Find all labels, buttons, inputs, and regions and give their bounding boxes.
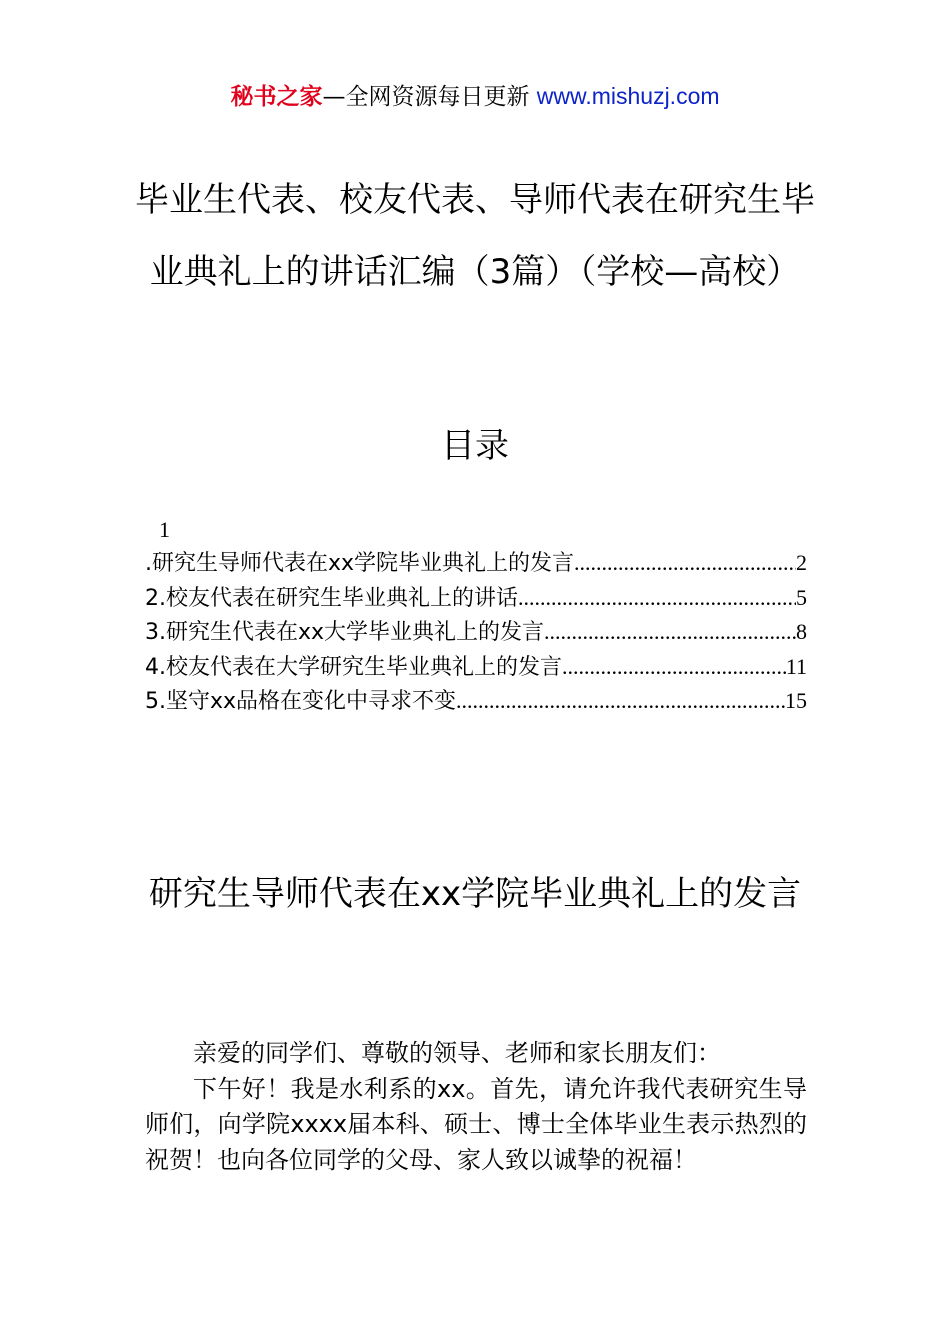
toc-entry[interactable] xyxy=(145,650,807,685)
site-url-link[interactable]: www.mishuzj.com xyxy=(536,83,720,109)
site-tagline: —全网资源每日更新 xyxy=(322,84,530,110)
toc-leader-dots xyxy=(562,650,786,685)
toc-entry-page: 8 xyxy=(796,619,807,644)
toc-entry-title: 3.研究生代表在xx大学毕业典礼上的发言 xyxy=(145,620,545,645)
section-title: 研究生导师代表在xx学院毕业典礼上的发言 xyxy=(148,874,802,914)
toc-leader-dots xyxy=(574,546,796,581)
toc-entry[interactable] xyxy=(145,581,807,616)
body-paragraph: 亲爱的同学们、尊敬的领导、老师和家长朋友们： xyxy=(193,1039,721,1067)
toc-entry[interactable] xyxy=(145,684,807,719)
document-title: 毕业生代表、校友代表、导师代表在研究生毕业典礼上的讲话汇编（3篇）（学校—高校） xyxy=(135,180,815,292)
site-header xyxy=(0,80,950,113)
toc-entry[interactable] xyxy=(145,546,807,581)
toc-entry-title: .研究生导师代表在xx学院毕业典礼上的发言 xyxy=(145,551,575,576)
toc-entry-page: 5 xyxy=(796,584,807,610)
toc-entry-page: 2 xyxy=(796,550,807,575)
toc-entry-title: 5.坚守xx品格在变化中寻求不变 xyxy=(145,689,457,714)
toc-entry-page: 15 xyxy=(785,688,807,713)
toc-first-number: 1 xyxy=(159,517,170,542)
toc-leader-dots xyxy=(544,615,796,650)
toc-entry[interactable] xyxy=(145,615,807,650)
table-of-contents xyxy=(145,514,807,719)
toc-entry-page: 11 xyxy=(785,653,807,679)
toc-leader-dots xyxy=(456,684,785,719)
site-brand: 秘书之家 xyxy=(230,84,323,110)
toc-entry-title: 2.校友代表在研究生毕业典礼上的讲话 xyxy=(145,585,518,611)
section-body xyxy=(145,1036,807,1178)
toc-entry-title: 4.校友代表在大学研究生毕业典礼上的发言 xyxy=(145,654,562,680)
toc-leader-dots xyxy=(518,581,796,616)
body-paragraph: 下午好！我是水利系的xx。首先，请允许我代表研究生导师们，向学院xxxx届本科、硕士、博士全体毕业生表示热烈的祝贺！也向各位同学的父母、家人致以诚挚的祝福！ xyxy=(145,1074,807,1174)
toc-heading: 目录 xyxy=(441,426,509,466)
